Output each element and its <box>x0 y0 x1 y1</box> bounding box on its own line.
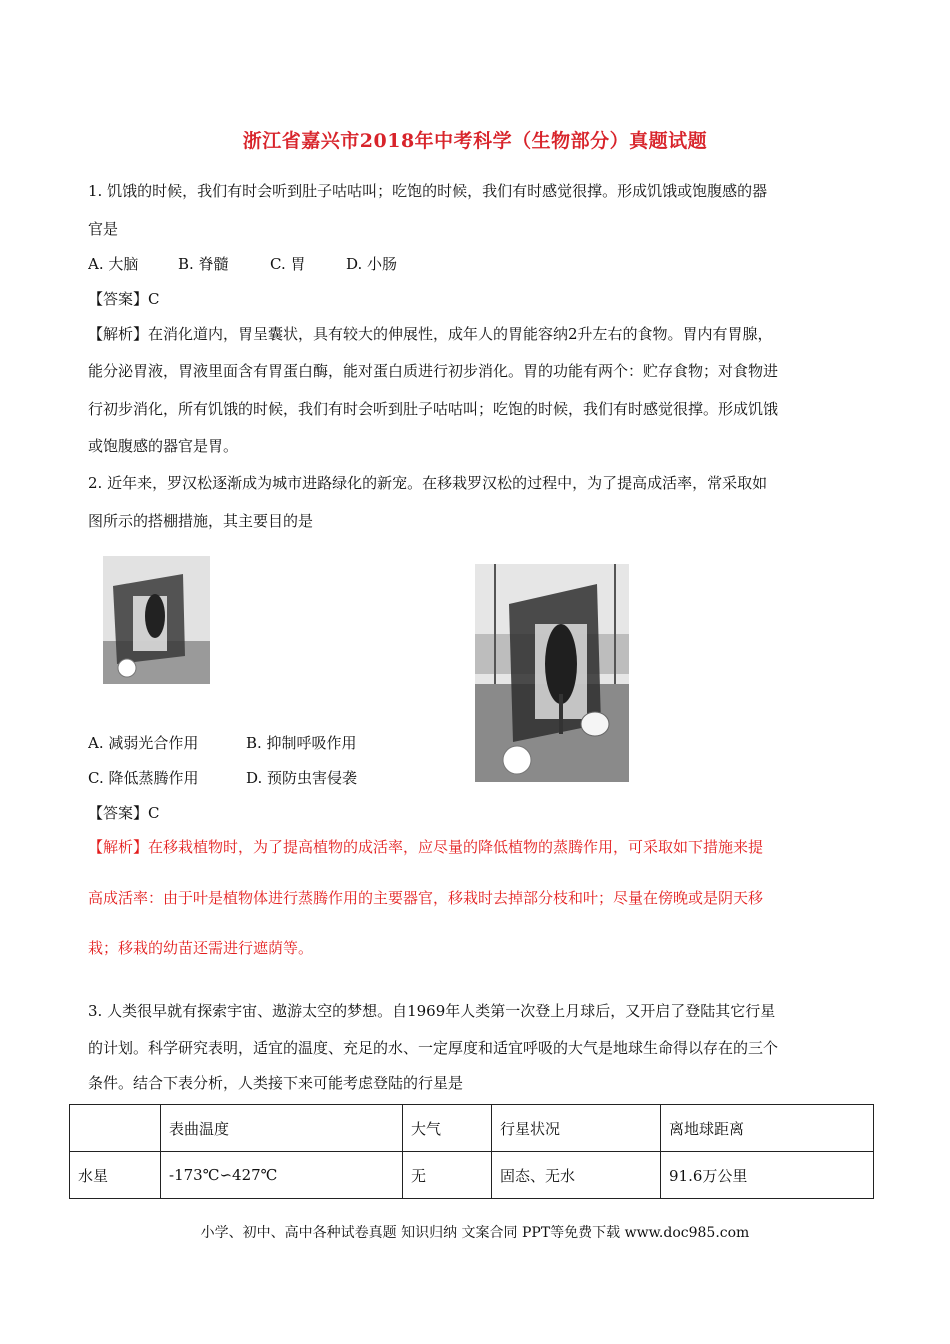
question-1-line-2: 官是 <box>88 220 119 238</box>
table-cell: -173℃∽427℃ <box>161 1152 403 1199</box>
question-2-line-1: 2. 近年来，罗汉松逐渐成为城市进路绿化的新宠。在移栽罗汉松的过程中，为了提高成活率，常采取如 <box>88 474 768 492</box>
question-2-explain-1: 【解析】在移栽植物时，为了提高植物的成活率，应尽量的降低植物的蒸腾作用，可采取如下措施来提 <box>88 838 764 856</box>
question-1-explain-4: 或饱腹感的器官是胃。 <box>88 437 239 455</box>
table-header-cell <box>70 1105 161 1152</box>
q1-option-b: B. 脊髓 <box>178 255 229 273</box>
table-cell: 水星 <box>70 1152 161 1199</box>
question-3-line-1: 3. 人类很早就有探索宇宙、遨游太空的梦想。自1969年人类第一次登上月球后，又开启了登陆其它行星 <box>88 1002 776 1020</box>
question-1-answer: 【答案】C <box>88 290 160 308</box>
large-shade-photo <box>475 564 629 782</box>
small-shade-photo <box>103 556 210 684</box>
q1-option-a: A. 大脑 <box>88 255 139 273</box>
table-header-cell: 离地球距离 <box>661 1105 874 1152</box>
q1-option-c: C. 胃 <box>270 255 306 273</box>
question-2-explain-2: 高成活率：由于叶是植物体进行蒸腾作用的主要器官，移栽时去掉部分枝和叶；尽量在傍晚或是阴天移 <box>88 889 764 907</box>
q2-option-a: A. 减弱光合作用 <box>88 734 199 752</box>
table-header-row <box>70 1105 874 1152</box>
question-3-line-2: 的计划。科学研究表明，适宜的温度、充足的水、一定厚度和适宜呼吸的大气是地球生命得以存在的三个 <box>88 1039 779 1057</box>
question-1-explain-2: 能分泌胃液，胃液里面含有胃蛋白酶，能对蛋白质进行初步消化。胃的功能有两个：贮存食物；对食物进 <box>88 362 779 380</box>
table-header-cell: 大气 <box>403 1105 492 1152</box>
q1-option-d: D. 小肠 <box>346 255 398 273</box>
question-2-answer: 【答案】C <box>88 804 160 822</box>
question-1-line-1: 1. 饥饿的时候，我们有时会听到肚子咕咕叫；吃饱的时候，我们有时感觉很撑。形成饥饿或饱腹感的器 <box>88 182 768 200</box>
table-cell: 无 <box>403 1152 492 1199</box>
question-1-explain-1: 【解析】在消化道内，胃呈囊状，具有较大的伸展性，成年人的胃能容纳2升左右的食物。胃内有胃腺， <box>88 325 773 343</box>
table-row <box>70 1152 874 1199</box>
planet-table <box>69 1104 874 1199</box>
question-2-line-2: 图所示的搭棚措施，其主要目的是 <box>88 512 314 530</box>
page-title: 浙江省嘉兴市2018年中考科学（生物部分）真题试题 <box>242 130 708 152</box>
table-header-cell: 表曲温度 <box>161 1105 403 1152</box>
question-2-options-row-1 <box>88 733 448 753</box>
q2-option-d: D. 预防虫害侵袭 <box>246 769 358 787</box>
q2-option-b: B. 抑制呼吸作用 <box>246 734 357 752</box>
q2-option-c: C. 降低蒸腾作用 <box>88 769 199 787</box>
question-1-options <box>88 254 868 274</box>
table-cell: 固态、无水 <box>492 1152 661 1199</box>
table-cell: 91.6万公里 <box>661 1152 874 1199</box>
question-2-options-row-2 <box>88 768 448 788</box>
question-1-explain-3: 行初步消化，所有饥饿的时候，我们有时会听到肚子咕咕叫；吃饱的时候，我们有时感觉很撑。形成饥饿 <box>88 400 779 418</box>
table-header-cell: 行星状况 <box>492 1105 661 1152</box>
page-footer: 小学、初中、高中各种试卷真题 知识归纳 文案合同 PPT等免费下载 www.doc985.com <box>200 1225 750 1241</box>
question-3-line-3: 条件。结合下表分析，人类接下来可能考虑登陆的行星是 <box>88 1074 464 1092</box>
question-2-explain-3: 栽；移栽的幼苗还需进行遮荫等。 <box>88 939 314 957</box>
